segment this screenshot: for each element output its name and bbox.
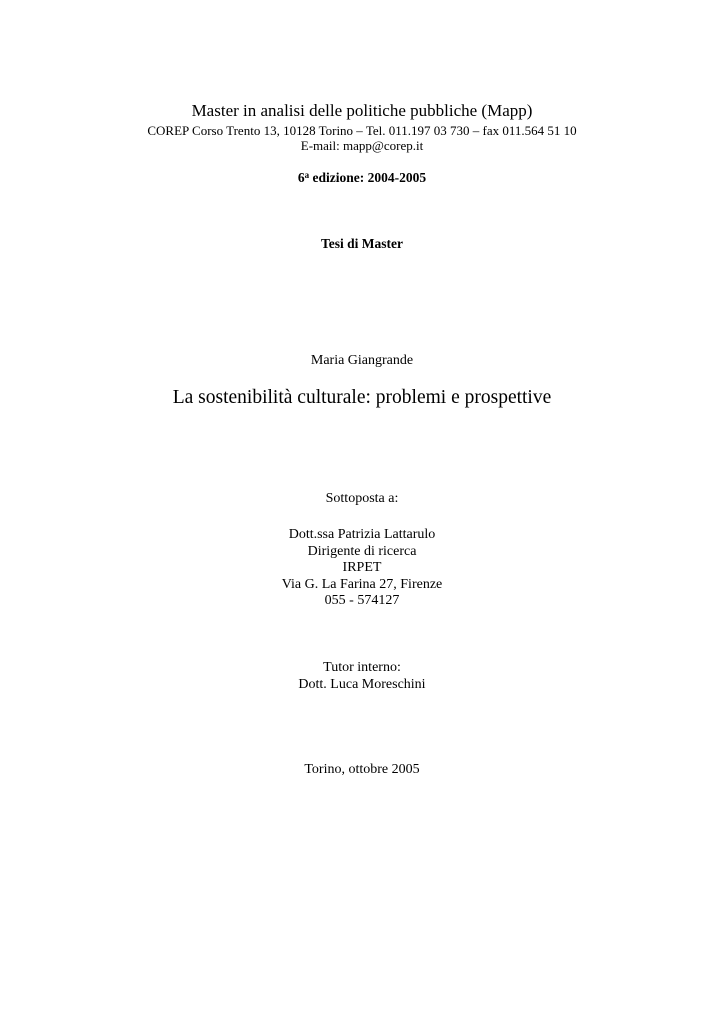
contact-email: E-mail: mapp@corep.it: [300, 138, 424, 153]
place-date: Torino, ottobre 2005: [304, 762, 420, 777]
tutor-label: Tutor interno:: [323, 660, 401, 675]
submitted-label: Sottoposta a:: [325, 491, 399, 506]
supervisor-role: Dirigente di ricerca: [307, 543, 417, 559]
supervisor-institution: IRPET: [342, 560, 382, 575]
tutor-block: [0, 660, 724, 693]
edition-number: 6: [297, 170, 305, 185]
thesis-type: Tesi di Master: [321, 236, 403, 251]
supervisor-name: Dott.ssa Patrizia Lattarulo: [288, 527, 436, 542]
edition-suffix: a: [304, 170, 310, 180]
edition-text: edizione: 2004-2005: [309, 170, 427, 185]
thesis-title: La sostenibilità culturale: problemi e prospettive: [172, 387, 552, 408]
author-name: Maria Giangrande: [310, 353, 414, 368]
supervisor-phone: 055 - 574127: [324, 593, 400, 608]
supervisor-block: [0, 527, 724, 610]
institution-address: COREP Corso Trento 13, 10128 Torino – Tel. 011.197 03 730 – fax 011.564 51 10: [147, 123, 577, 138]
supervisor-address: Via G. La Farina 27, Firenze: [281, 576, 443, 592]
tutor-name: Dott. Luca Moreschini: [298, 676, 426, 692]
program-name: Master in analisi delle politiche pubbliche (Mapp): [191, 101, 533, 120]
edition-line: [0, 170, 724, 186]
